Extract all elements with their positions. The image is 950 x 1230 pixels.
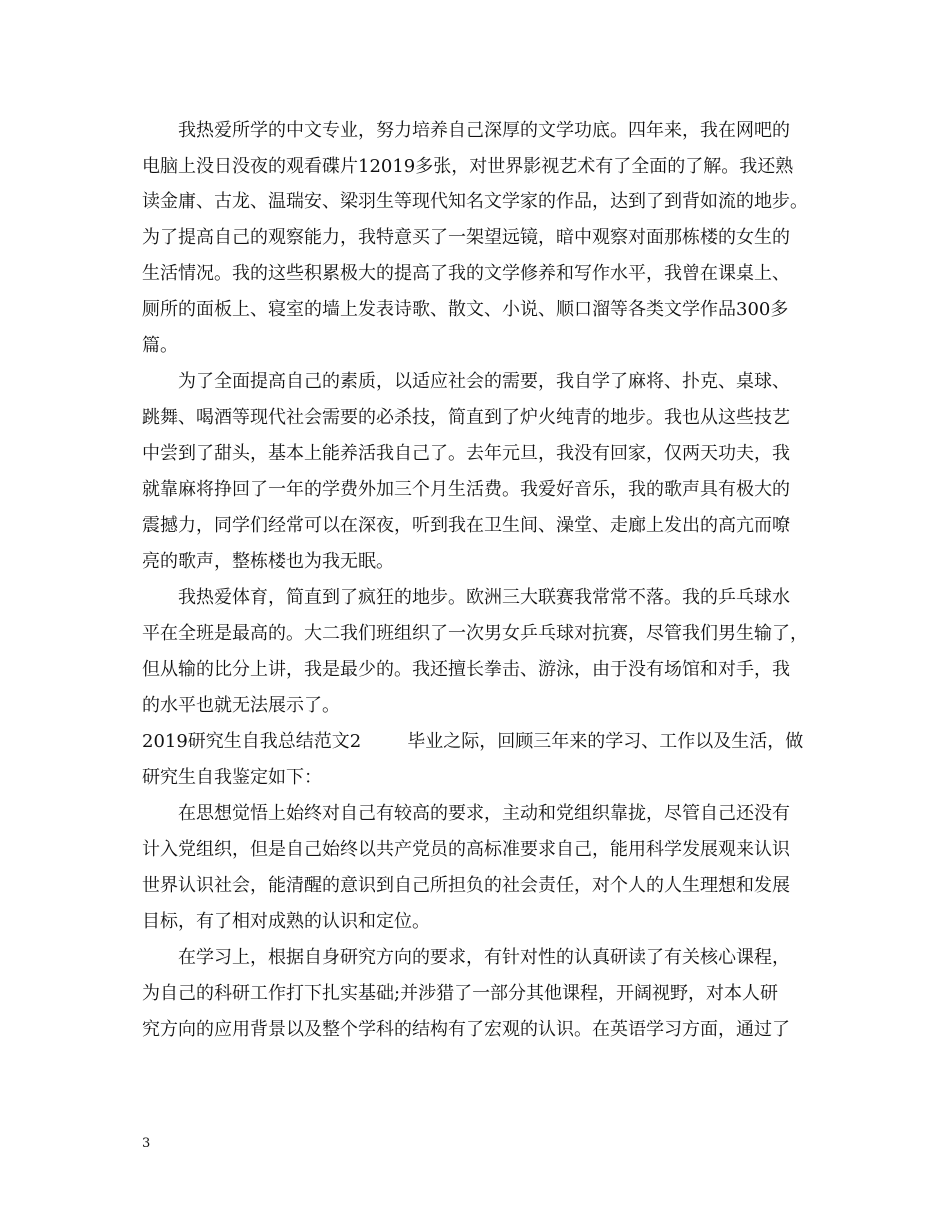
text-line: 在思想觉悟上始终对自己有较高的要求，主动和党组织靠拢，尽管自己还没有 — [178, 803, 790, 824]
text-line: 为了提高自己的观察能力，我特意买了一架望远镜，暗中观察对面那栋楼的女生的 — [142, 227, 790, 248]
text-line: 生活情况。我的这些积累极大的提高了我的文学修养和写作水平，我曾在课桌上、 — [142, 263, 790, 284]
text-line: 在学习上，根据自身研究方向的要求，有针对性的认真研读了有关核心课程， — [178, 947, 790, 968]
page-number: 3 — [142, 1136, 151, 1151]
text-line: 我热爱所学的中文专业，努力培养自己深厚的文学功底。四年来，我在网吧的 — [178, 120, 790, 141]
text-line: 震撼力，同学们经常可以在深夜，听到我在卫生间、澡堂、走廊上发出的高亢而嘹 — [142, 515, 790, 536]
text-line: 的水平也就无法展示了。 — [142, 695, 340, 716]
text-line: 研究生自我鉴定如下： — [142, 767, 322, 788]
text-line: 厕所的面板上、寝室的墙上发表诗歌、散文、小说、顺口溜等各类文学作品300多 — [142, 299, 789, 320]
text-line: 为自己的科研工作打下扎实基础;并涉猎了一部分其他课程，开阔视野，对本人研 — [142, 983, 779, 1004]
text-line: 目标，有了相对成熟的认识和定位。 — [142, 911, 430, 932]
text-line: 跳舞、喝酒等现代社会需要的必杀技，简直到了炉火纯青的地步。我也从这些技艺 — [142, 407, 790, 428]
text-line: 但从输的比分上讲，我是最少的。我还擅长拳击、游泳，由于没有场馆和对手，我 — [142, 659, 790, 680]
text-line: 电脑上没日没夜的观看碟片12019多张，对世界影视艺术有了全面的了解。我还熟 — [142, 156, 794, 177]
text-line: 我热爱体育，简直到了疯狂的地步。欧洲三大联赛我常常不落。我的乒乓球水 — [178, 587, 790, 608]
text-line: 中尝到了甜头，基本上能养活我自己了。去年元旦，我没有回家，仅两天功夫，我 — [142, 443, 790, 464]
text-line: 为了全面提高自己的素质，以适应社会的需要，我自学了麻将、扑克、桌球、 — [178, 371, 790, 392]
text-line: 究方向的应用背景以及整个学科的结构有了宏观的认识。在英语学习方面，通过了 — [142, 1019, 790, 1040]
text-line: 计入党组织，但是自己始终以共产党员的高标准要求自己，能用科学发展观来认识 — [142, 839, 790, 860]
text-line: 篇。 — [142, 335, 178, 356]
section-heading-line — [142, 730, 803, 754]
heading-continuation: 毕业之际，回顾三年来的学习、工作以及生活，做 — [407, 731, 804, 752]
section-heading: 2019研究生自我总结范文2 — [142, 731, 362, 752]
text-line: 平在全班是最高的。大二我们班组织了一次男女乒乓球对抗赛，尽管我们男生输了， — [142, 623, 808, 644]
text-line: 世界认识社会，能清醒的意识到自己所担负的社会责任，对个人的人生理想和发展 — [142, 875, 790, 896]
text-line: 亮的歌声，整栋楼也为我无眠。 — [142, 551, 394, 572]
text-line: 就靠麻将挣回了一年的学费外加三个月生活费。我爱好音乐，我的歌声具有极大的 — [142, 479, 790, 500]
text-line: 读金庸、古龙、温瑞安、梁羽生等现代知名文学家的作品，达到了到背如流的地步。 — [142, 191, 808, 212]
